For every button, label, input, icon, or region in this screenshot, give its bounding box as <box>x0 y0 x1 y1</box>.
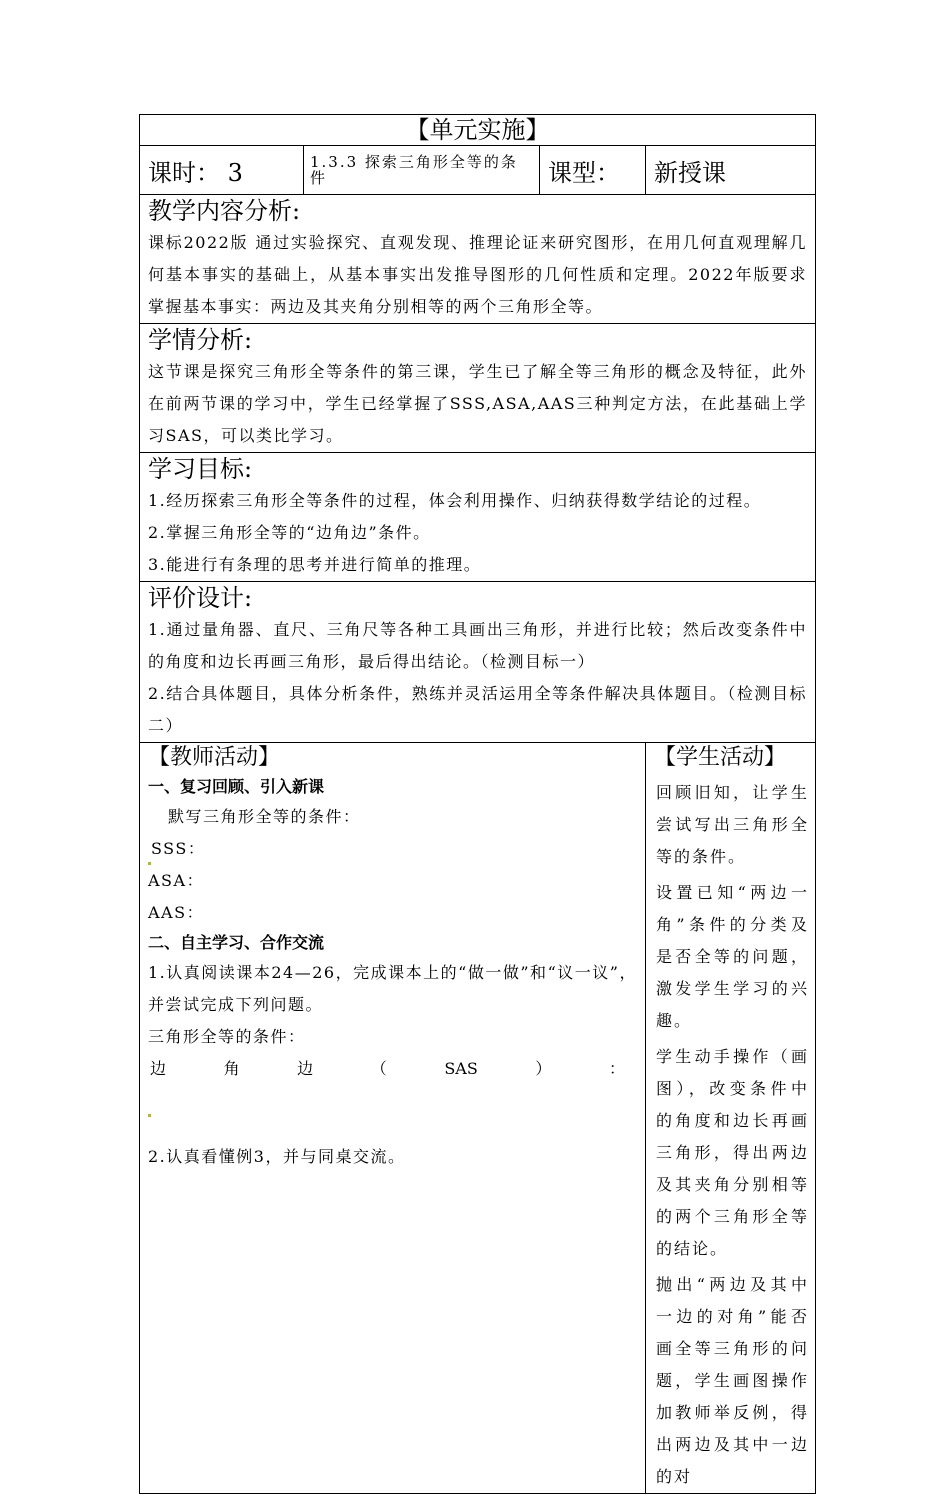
conditions-label: 三角形全等的条件： <box>148 1027 306 1046</box>
goal-item: 2.掌握三角形全等的“边角边”条件。 <box>148 523 431 542</box>
teacher-activity-heading: 【教师活动】 <box>148 745 281 770</box>
sss-line <box>140 833 645 865</box>
lesson-number: 3 <box>227 158 243 187</box>
section-heading: 评价设计: <box>148 584 253 612</box>
evaluation-design-section <box>140 582 816 743</box>
aas-line: AAS： <box>148 903 205 922</box>
student-activity-heading: 【学生活动】 <box>654 745 787 770</box>
content-analysis-section <box>140 195 816 324</box>
sas-char: ） <box>535 1059 552 1078</box>
teacher-activity-column <box>140 743 646 1494</box>
sas-char: ： <box>608 1059 625 1078</box>
goal-item: 3.能进行有条理的思考并进行简单的推理。 <box>148 555 482 574</box>
student-activity-column <box>646 743 816 1494</box>
evaluation-item: 2.结合具体题目，具体分析条件，熟练并灵活运用全等条件解决具体题目。（检测目标二） <box>148 684 807 735</box>
type-value: 新授课 <box>646 146 816 195</box>
sas-blank-line <box>140 1053 645 1085</box>
unit-title: 【单元实施】 <box>140 115 816 146</box>
student-paragraph: 抛出“两边及其中一边的对角”能否画全等三角形的问题，学生画图操作加教师举反例，得出两边及其中一边的对 <box>656 1275 809 1486</box>
task-item-1: 1.认真阅读课本24—26，完成课本上的“做一做”和“议一议”，并尝试完成下列问题。 <box>148 963 637 1014</box>
lesson-plan-document <box>139 114 815 1494</box>
section-paragraph: 课标2022版 通过实验探究、直观发现、推理论证来研究图形，在用几何直观理解几何基本事实的基础上，从基本事实出发推导图形的几何性质和定理。2022年版要求掌握基本事实：两边及其夹角分别相等的两个三角形全等。 <box>148 233 807 316</box>
review-section-title: 一、复习回顾、引入新课 <box>148 777 325 796</box>
task-item-2: 2.认真看懂例3，并与同桌交流。 <box>148 1147 406 1166</box>
review-intro: 默写三角形全等的条件： <box>168 807 361 826</box>
asa-line: ASA： <box>148 871 205 890</box>
lesson-label: 课时： <box>148 158 220 187</box>
student-paragraph: 学生动手操作（画图），改变条件中的角度和边长再画三角形，得出两边及其夹角分别相等的两个三角形全等的结论。 <box>656 1047 809 1258</box>
sss-label: SSS： <box>151 839 206 858</box>
section-heading: 学习目标: <box>148 455 253 483</box>
evaluation-item: 1.通过量角器、直尺、三角尺等各种工具画出三角形，并进行比较；然后改变条件中的角度和边长再画三角形，最后得出结论。（检测目标一） <box>148 620 807 671</box>
student-paragraph: 设置已知“两边一角”条件的分类及是否全等的问题，激发学生学习的兴趣。 <box>656 883 809 1030</box>
lesson-plan-table <box>139 114 816 1494</box>
sas-char: 边 <box>297 1059 314 1078</box>
sas-char: 边 <box>150 1059 167 1078</box>
lesson-cell <box>140 146 304 195</box>
answer-blank <box>140 1085 645 1141</box>
learner-analysis-section <box>140 324 816 453</box>
student-paragraph: 回顾旧知，让学生尝试写出三角形全等的条件。 <box>656 783 809 866</box>
section-paragraph: 这节课是探究三角形全等条件的第三课，学生已了解全等三角形的概念及特征，此外在前两节课的学习中，学生已经掌握了SSS,ASA,AAS三种判定方法，在此基础上学习SAS，可以类比学习。 <box>148 362 807 445</box>
sas-char: 角 <box>223 1059 240 1078</box>
sas-char: SAS <box>444 1059 478 1078</box>
section-heading: 学情分析: <box>148 326 253 354</box>
self-study-section-title: 二、自主学习、合作交流 <box>148 933 325 952</box>
learning-goals-section <box>140 453 816 582</box>
type-label: 课型： <box>540 146 646 195</box>
topic-title: 1.3.3 探索三角形全等的条件 <box>304 146 540 195</box>
section-heading: 教学内容分析: <box>148 197 301 225</box>
sas-char: （ <box>370 1059 387 1078</box>
marker-dot <box>148 1114 151 1117</box>
goal-item: 1.经历探索三角形全等条件的过程，体会利用操作、归纳获得数学结论的过程。 <box>148 491 762 510</box>
